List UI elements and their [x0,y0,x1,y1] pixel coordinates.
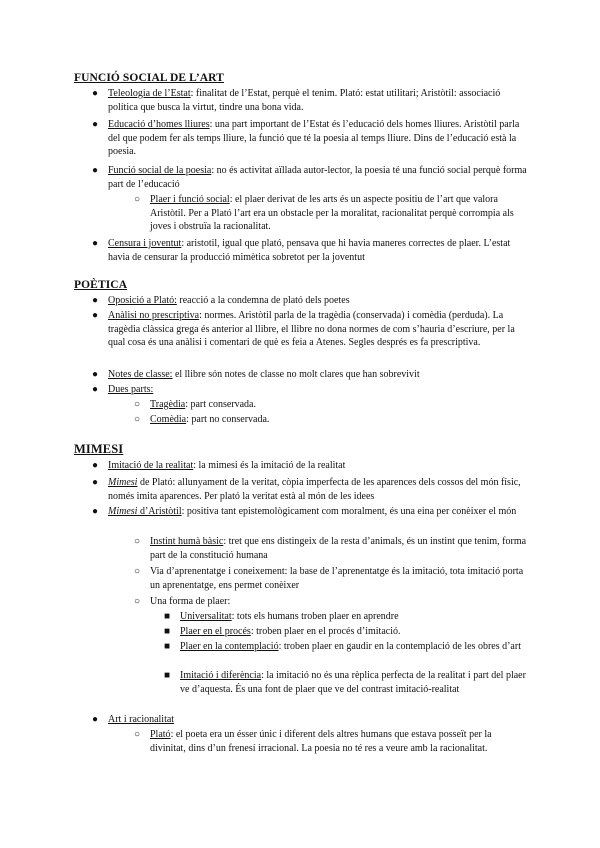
item-term: Anàlisi no prescriptiva [108,310,200,321]
list-item [91,383,528,397]
item-term: Universalitat [180,611,232,622]
list-item [91,118,528,159]
item-term: Imitació i diferència [180,670,262,681]
item-text: : allunyament de la veritat, còpia imperfecta de les aparences dels cossos del món físic, només imita aparences. Per plató la veritat està al món de les idees [108,477,521,502]
section-title: FUNCIÓ SOCIAL DE L’ART [74,72,224,84]
item-term: Notes de classe: [108,369,173,380]
circle-bullet-icon: ○ [133,399,141,410]
item-term: Funció social de la poesia [108,165,212,176]
item-term: Dues parts: [108,384,154,395]
list-item [133,595,528,609]
item-term: Art i racionalitat [108,714,175,725]
circle-bullet-icon: ○ [133,536,141,547]
list-item [91,87,528,114]
bullet-icon: ● [91,88,99,99]
item-term: Comèdia [150,414,187,425]
item-text: Via d’aprenentatge i coneixement: la base de l’aprenentatge és la imitació, tota imitació porta un aprenentatge, ens permet conèixer [150,566,524,591]
bullet-icon: ● [91,714,99,725]
bullet-icon: ● [91,460,99,471]
item-term: Plaer en la contemplació [180,641,279,652]
item-text: : una part important de l’Estat és l’educació dels homes lliures. Aristòtil parla del que podem fer als temps lliure, la funció que té la poesia al temps lliure. Dins de l’educació està la poesia. [108,119,520,158]
item-term: Imitació de la realitat [108,460,194,471]
circle-bullet-icon: ○ [133,596,141,607]
item-text: : part no conservada. [186,414,270,425]
item-term-suffix: d’Aristòtil [137,506,182,517]
item-term-suffix: de Plató [137,477,173,488]
item-term: Oposició a Plató: [108,295,177,306]
item-term: Plaer i funció social [150,194,230,205]
circle-bullet-icon: ○ [133,566,141,577]
list-item [133,193,528,234]
item-text: : la mimesi és la imitació de la realitat [193,460,346,471]
bullet-icon: ● [91,384,99,395]
bullet-icon: ● [91,506,99,517]
bullet-icon: ● [91,295,99,306]
item-term: Instint humà bàsic [150,536,224,547]
list-item [133,413,528,427]
item-text: : el plaer derivat de les arts és un aspecte positiu de l’art que valora Aristòtil. Per a Plató l’art era un obstacle per la moralitat, racionalitat perquè corrompia als joves i obstruïa la racionalitat. [150,194,514,233]
list-item [133,398,528,412]
square-bullet-icon: ■ [163,670,171,681]
circle-bullet-icon: ○ [133,414,141,425]
item-text: : no és activitat aïllada autor-lector, la poesia té una funció social perquè forma part de l’educació [108,165,527,190]
item-text: : part conservada. [185,399,256,410]
item-text: : normes. Aristòtil parla de la tragèdia (conservada) i comèdia (perduda). La tragèdia clàssica grega és anterior al llibre, el llibre no dona normes de com s’hauria d’escriure, per la qual cosa és una anàlisi i comentari de què es feia a Atenes. Segles després es fa prescriptiva. [108,310,515,349]
item-text: : aristotil, igual que plató, pensava que hi havia maneres correctes de plaer. L’estat havia de censurar la producció mimètica sobretot per la joventut [108,238,511,263]
list-item [91,237,528,264]
square-bullet-icon: ■ [163,611,171,622]
item-text: : tots els humans troben plaer en aprendre [231,611,399,622]
item-text: : positiva tant epistemològicament com moralment, és una eina per conèixer el món [181,506,517,517]
bullet-icon: ● [91,369,99,380]
list-item [91,476,528,503]
bullet-icon: ● [91,165,99,176]
item-term: Mimesi [108,506,138,517]
list-item [163,625,528,639]
item-text: : troben plaer en gaudir en la contemplació de les obres d’art [278,641,521,652]
bullet-icon: ● [91,238,99,249]
item-term: Plató [150,729,171,740]
list-item [163,669,528,696]
item-text: : tret que ens distingeix de la resta d’animals, és un instint que tenim, forma part de la constitució humana [150,536,527,561]
section-title: POÈTICA [74,279,128,291]
list-item [91,164,528,191]
item-text: el llibre són notes de classe no molt clares que han sobrevivit [172,369,420,380]
square-bullet-icon: ■ [163,641,171,652]
item-text: : troben plaer en el procés d’imitació. [250,626,401,637]
circle-bullet-icon: ○ [133,194,141,205]
square-bullet-icon: ■ [163,626,171,637]
item-term: Censura i joventut [108,238,182,249]
item-term: Educació d’homes lliures [108,119,210,130]
list-item [91,713,528,727]
list-item [133,535,528,562]
item-text: : la imitació no és una rèplica perfecta de la realitat i part del plaer ve d’aquesta. És una font de plaer que ve del contrast imitació-realitat [180,670,526,695]
list-item [91,309,528,350]
item-term: Teleologia de l’Estat [108,88,191,99]
item-text: reacció a la condemna de plató dels poetes [176,295,350,306]
list-item [91,459,528,473]
bullet-icon: ● [91,310,99,321]
item-text: : el poeta era un ésser únic i diferent dels altres humans que estava posseït per la divinitat, dins d’un frenesí irracional. La poesia no té res a veure amb la racionalitat. [150,729,492,754]
list-item [91,294,528,308]
item-term: Plaer en el procés [180,626,251,637]
item-text: : finalitat de l’Estat, perquè el tenim. Plató: estat utilitari; Aristòtil: associació política que busca la virtut, tindre una bona vida. [108,88,501,113]
list-item [91,368,528,382]
item-term: Tragèdia [150,399,186,410]
item-term: Mimesi [108,477,138,488]
list-item [133,565,528,592]
list-item [91,505,528,519]
list-item [133,728,528,755]
bullet-icon: ● [91,119,99,130]
circle-bullet-icon: ○ [133,729,141,740]
list-item [163,640,528,654]
list-item [163,610,528,624]
bullet-icon: ● [91,477,99,488]
section-title: MIMESI [74,442,124,456]
item-text: Una forma de plaer: [150,596,231,607]
